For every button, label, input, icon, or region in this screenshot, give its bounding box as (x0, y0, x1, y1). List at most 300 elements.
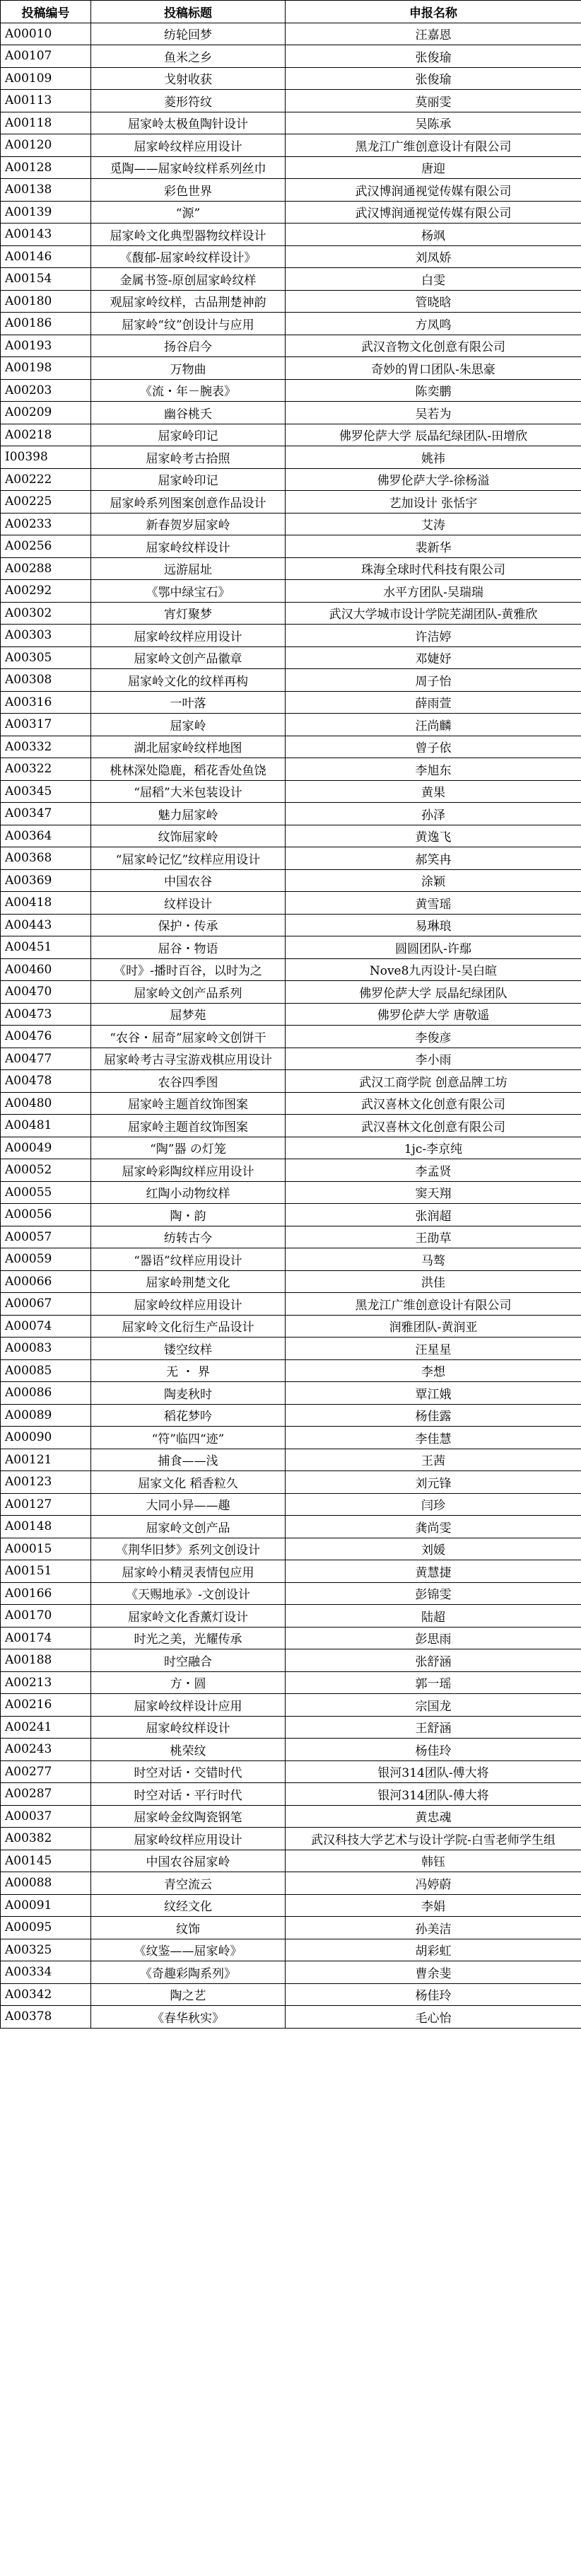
submission-title-cell: 屈家岭彩陶纹样应用设计 (91, 1159, 286, 1182)
applicant-name-cell: 武汉科技大学艺术与设计学院-白雪老师学生组 (286, 1828, 581, 1850)
submission-id-cell: A00138 (1, 179, 91, 202)
table-row (1, 224, 581, 246)
applicant-name-cell: 王茜 (286, 1449, 581, 1471)
submission-title-cell: 屈家岭系列图案创意作品设计 (91, 491, 286, 514)
table-row (1, 1293, 581, 1316)
table-row (1, 847, 581, 870)
applicant-name-cell: 裴新华 (286, 535, 581, 558)
submission-id-cell: A00121 (1, 1449, 91, 1471)
submission-id-cell: A00225 (1, 491, 91, 514)
submission-id-cell: I00398 (1, 446, 91, 469)
submission-id-cell: A00089 (1, 1404, 91, 1427)
table-row (1, 1471, 581, 1494)
applicant-name-cell: 曾子依 (286, 736, 581, 758)
submission-title-cell: 青空流云 (91, 1872, 286, 1895)
applicant-name-cell: 汪星星 (286, 1338, 581, 1360)
table-row (1, 1226, 581, 1248)
applicant-name-cell: 黄雪瑶 (286, 892, 581, 915)
submission-id-cell: A00256 (1, 535, 91, 558)
submission-title-cell: 屈家岭印记 (91, 424, 286, 446)
submission-title-cell: “农谷・屈奇”屈家岭文创饼干 (91, 1026, 286, 1048)
table-row (1, 1493, 581, 1516)
applicant-name-cell: 周子怡 (286, 669, 581, 692)
submission-id-cell: A00052 (1, 1159, 91, 1182)
applicant-name-cell: 吴陈承 (286, 112, 581, 134)
table-row (1, 1181, 581, 1204)
submission-id-cell: A00180 (1, 290, 91, 313)
submission-id-cell: A00345 (1, 780, 91, 803)
submission-title-cell: 屈家岭考古寻宝游戏棋应用设计 (91, 1048, 286, 1070)
submission-title-cell: 万物曲 (91, 357, 286, 380)
submission-id-cell: A00067 (1, 1293, 91, 1316)
table-row (1, 1115, 581, 1137)
table-row (1, 1649, 581, 1672)
applicant-name-cell: 黑龙江广维创意设计有限公司 (286, 134, 581, 157)
submission-title-cell: 《奇趣彩陶系列》 (91, 1961, 286, 1984)
submission-id-cell: A00369 (1, 869, 91, 892)
applicant-name-cell: 黄忠魂 (286, 1805, 581, 1828)
applicant-name-cell: 1jc-李京纯 (286, 1137, 581, 1159)
submission-title-cell: “陶”器 の灯笼 (91, 1137, 286, 1159)
table-row (1, 357, 581, 380)
submission-title-cell: 农谷四季图 (91, 1070, 286, 1093)
table-row (1, 1427, 581, 1449)
table-row (1, 780, 581, 803)
submission-title-cell: 屈家岭主题首纹饰图案 (91, 1115, 286, 1137)
submission-id-cell: A00010 (1, 23, 91, 45)
table-row (1, 1694, 581, 1717)
table-row (1, 646, 581, 669)
submission-id-cell: A00303 (1, 625, 91, 647)
submission-id-cell: A00332 (1, 736, 91, 758)
submission-title-cell: 《天赐地承》-文创设计 (91, 1582, 286, 1605)
applicant-name-cell: 水平方团队-吴瑞瑞 (286, 580, 581, 603)
submission-title-cell: “源” (91, 201, 286, 224)
applicant-name-cell: 圆圆团队-许鄢 (286, 936, 581, 959)
submission-id-cell: A00174 (1, 1627, 91, 1649)
submission-id-cell: A00277 (1, 1760, 91, 1783)
submission-title-cell: 魅力屈家岭 (91, 803, 286, 825)
submission-title-cell: 幽谷桃夭 (91, 402, 286, 424)
table-row (1, 1404, 581, 1427)
applicant-name-cell: 刘媛 (286, 1538, 581, 1560)
submission-title-cell: 宵灯聚梦 (91, 602, 286, 625)
submission-title-cell: 屈家岭文化香薰灯设计 (91, 1605, 286, 1628)
table-row (1, 513, 581, 535)
table-row (1, 23, 581, 45)
table-row (1, 1805, 581, 1828)
submission-title-cell: “器语”纹样应用设计 (91, 1248, 286, 1271)
applicant-name-cell: 薛雨萱 (286, 691, 581, 714)
submission-title-cell: 稻花梦吟 (91, 1404, 286, 1427)
submission-id-cell: A00015 (1, 1538, 91, 1560)
submission-title-cell: 纹饰屈家岭 (91, 825, 286, 847)
table-row (1, 446, 581, 469)
submission-title-cell: 屈家岭小精灵表情包应用 (91, 1560, 286, 1583)
applicant-name-cell: 武汉音物文化创意有限公司 (286, 335, 581, 357)
submission-title-cell: 陶・韵 (91, 1204, 286, 1226)
applicant-name-cell: 王劭草 (286, 1226, 581, 1248)
submission-id-cell: A00170 (1, 1605, 91, 1628)
table-row (1, 869, 581, 892)
submission-title-cell: 屈家岭纹样应用设计 (91, 1293, 286, 1316)
submission-title-cell: 屈家岭考古拾照 (91, 446, 286, 469)
submission-title-cell: “屈家岭记忆”纹样应用设计 (91, 847, 286, 870)
submission-id-cell: A00222 (1, 468, 91, 491)
submission-id-cell: A00308 (1, 669, 91, 692)
submission-id-cell: A00139 (1, 201, 91, 224)
submission-title-cell: 屈家岭印记 (91, 468, 286, 491)
applicant-name-cell: 莫丽雯 (286, 90, 581, 112)
submission-id-cell: A00113 (1, 90, 91, 112)
applicant-name-cell: 武汉喜林文化创意有限公司 (286, 1115, 581, 1137)
submission-title-cell: 陶麦秋时 (91, 1382, 286, 1405)
applicant-name-cell: 黄逸飞 (286, 825, 581, 847)
table-row (1, 1092, 581, 1115)
applicant-name-cell: 毛心怡 (286, 2006, 581, 2029)
submission-id-cell: A00287 (1, 1783, 91, 1806)
applicant-name-cell: 张舒涵 (286, 1649, 581, 1672)
table-row (1, 625, 581, 647)
submission-title-cell: 屈家岭纹样应用设计 (91, 1828, 286, 1850)
submission-title-cell: 湖北屈家岭纹样地图 (91, 736, 286, 758)
applicant-name-cell: 刘凤娇 (286, 245, 581, 268)
submission-id-cell: A00478 (1, 1070, 91, 1093)
table-row (1, 825, 581, 847)
submission-title-cell: 扬谷启今 (91, 335, 286, 357)
submission-title-cell: 屈家岭太极鱼陶针设计 (91, 112, 286, 134)
table-row (1, 1137, 581, 1159)
submission-title-cell: 《馥郁-屈家岭纹样设计》 (91, 245, 286, 268)
applicant-name-cell: 李旭东 (286, 758, 581, 781)
submission-title-cell: 红陶小动物纹样 (91, 1181, 286, 1204)
submission-id-cell: A00128 (1, 156, 91, 179)
table-row (1, 1338, 581, 1360)
submission-title-cell: 无 ・ 界 (91, 1359, 286, 1382)
applicant-name-cell: 彭锦雯 (286, 1582, 581, 1605)
submission-id-cell: A00364 (1, 825, 91, 847)
submission-title-cell: 纹经文化 (91, 1894, 286, 1917)
applicant-name-cell: 陈奕鹏 (286, 379, 581, 402)
table-row (1, 981, 581, 1004)
submission-id-cell: A00107 (1, 45, 91, 68)
applicant-name-cell: 杨佳玲 (286, 1739, 581, 1761)
applicant-name-cell: 郝笑冉 (286, 847, 581, 870)
table-row (1, 90, 581, 112)
table-row (1, 1026, 581, 1048)
table-row (1, 491, 581, 514)
submission-id-cell: A00443 (1, 914, 91, 936)
applicant-name-cell: 银河314团队-傅大将 (286, 1783, 581, 1806)
table-row (1, 1961, 581, 1984)
table-row (1, 1270, 581, 1293)
table-row (1, 1850, 581, 1872)
table-row (1, 1783, 581, 1806)
applicant-name-cell: 洪佳 (286, 1270, 581, 1293)
submission-id-cell: A00317 (1, 714, 91, 736)
submission-id-cell: A00146 (1, 245, 91, 268)
submission-title-cell: 时空融合 (91, 1649, 286, 1672)
table-row (1, 1627, 581, 1649)
submission-title-cell: 屈梦苑 (91, 1003, 286, 1026)
table-row (1, 424, 581, 446)
submission-id-cell: A00451 (1, 936, 91, 959)
table-row (1, 803, 581, 825)
submission-title-cell: 菱形符纹 (91, 90, 286, 112)
applicant-name-cell: 郭一瑶 (286, 1671, 581, 1694)
table-row (1, 245, 581, 268)
submission-id-cell: A00203 (1, 379, 91, 402)
applicant-name-cell: 闫珍 (286, 1493, 581, 1516)
table-row (1, 736, 581, 758)
table-row (1, 1760, 581, 1783)
applicant-name-cell: 姚祎 (286, 446, 581, 469)
applicant-name-cell: 宗国龙 (286, 1694, 581, 1717)
applicant-name-cell: 曹余斐 (286, 1961, 581, 1984)
submission-title-cell: 纺轮回梦 (91, 23, 286, 45)
table-row (1, 936, 581, 959)
table-row (1, 669, 581, 692)
applicant-name-cell: 陆超 (286, 1605, 581, 1628)
table-row (1, 67, 581, 90)
submission-title-cell: 屈谷・物语 (91, 936, 286, 959)
submission-title-cell: “符”临四“迹” (91, 1427, 286, 1449)
submission-id-cell: A00037 (1, 1805, 91, 1828)
submission-id-cell: A00151 (1, 1560, 91, 1583)
applicant-name-cell: 王舒涵 (286, 1716, 581, 1739)
submission-id-cell: A00086 (1, 1382, 91, 1405)
applicant-name-cell: 佛罗伦萨大学 辰晶纪绿团队-田增欣 (286, 424, 581, 446)
applicant-name-cell: 龚尚雯 (286, 1516, 581, 1538)
table-row (1, 201, 581, 224)
applicant-name-cell: 珠海全球时代科技有限公司 (286, 557, 581, 580)
applicant-name-cell: 奇妙的胃口团队-朱思豪 (286, 357, 581, 380)
submission-title-cell: 大同小异——趣 (91, 1493, 286, 1516)
submission-id-cell: A00216 (1, 1694, 91, 1717)
applicant-name-cell: 佛罗伦萨大学-徐杨溢 (286, 468, 581, 491)
table-row (1, 1449, 581, 1471)
submission-id-cell: A00198 (1, 357, 91, 380)
submission-id-cell: A00148 (1, 1516, 91, 1538)
applicant-name-cell: 黑龙江广维创意设计有限公司 (286, 1293, 581, 1316)
submission-title-cell: 屈家岭荆楚文化 (91, 1270, 286, 1293)
table-row (1, 1872, 581, 1895)
submission-id-cell: A00218 (1, 424, 91, 446)
applicant-name-cell: 冯婷蔚 (286, 1872, 581, 1895)
submission-id-cell: A00109 (1, 67, 91, 90)
applicant-name-cell: 杨佳玲 (286, 1983, 581, 2006)
submission-id-cell: A00378 (1, 2006, 91, 2029)
table-row (1, 1560, 581, 1583)
table-row (1, 1582, 581, 1605)
table-row (1, 557, 581, 580)
submission-title-cell: 屈家岭纹样设计 (91, 535, 286, 558)
submission-title-cell: 捕食——浅 (91, 1449, 286, 1471)
submission-title-cell: 金属书签-原创屈家岭纹样 (91, 268, 286, 291)
table-row (1, 602, 581, 625)
applicant-name-cell: 武汉工商学院 创意品牌工坊 (286, 1070, 581, 1093)
submission-title-cell: 屈家岭纹样设计应用 (91, 1694, 286, 1717)
applicant-name-cell: 艺加设计 张恬宇 (286, 491, 581, 514)
table-row (1, 2006, 581, 2029)
submission-title-cell: 戈射收获 (91, 67, 286, 90)
applicant-name-cell: 张俊瑜 (286, 45, 581, 68)
applicant-name-cell: 武汉博润通视觉传媒有限公司 (286, 201, 581, 224)
submission-title-cell: 时空对话・平行时代 (91, 1783, 286, 1806)
submission-id-cell: A00288 (1, 557, 91, 580)
submission-id-cell: A00209 (1, 402, 91, 424)
submission-title-cell: 屈家岭纹样应用设计 (91, 625, 286, 647)
submission-title-cell: 《荆华旧梦》系列文创设计 (91, 1538, 286, 1560)
submission-id-cell: A00049 (1, 1137, 91, 1159)
submission-title-cell: 新春贺岁屈家岭 (91, 513, 286, 535)
submission-title-cell: 屈家岭文创产品徽章 (91, 646, 286, 669)
submission-id-cell: A00083 (1, 1338, 91, 1360)
submission-id-cell: A00368 (1, 847, 91, 870)
table-row (1, 1605, 581, 1628)
submission-title-cell: 屈家岭纹样设计 (91, 1716, 286, 1739)
applicant-name-cell: 武汉大学城市设计学院芜湖团队-黄雅欣 (286, 602, 581, 625)
applicant-name-cell: 孙泽 (286, 803, 581, 825)
table-row (1, 402, 581, 424)
submission-id-cell: A00481 (1, 1115, 91, 1137)
applicant-name-cell: 覃江娥 (286, 1382, 581, 1405)
submission-id-cell: A00382 (1, 1828, 91, 1850)
applicant-name-cell: 许洁婷 (286, 625, 581, 647)
submission-id-cell: A00055 (1, 1181, 91, 1204)
submission-title-cell: “屈稻”大米包装设计 (91, 780, 286, 803)
applicant-name-cell: 李孟贤 (286, 1159, 581, 1182)
submission-title-cell: 《春华秋实》 (91, 2006, 286, 2029)
applicant-name-cell: 银河314团队-傅大将 (286, 1760, 581, 1783)
applicant-name-cell: 孙美洁 (286, 1917, 581, 1939)
submission-title-cell: 屈家岭文化典型器物纹样设计 (91, 224, 286, 246)
table-row (1, 1939, 581, 1961)
submission-id-cell: A00476 (1, 1026, 91, 1048)
submission-title-cell: 桃林深处隐鹿，稻花香处鱼饶 (91, 758, 286, 781)
submission-id-cell: A00090 (1, 1427, 91, 1449)
applicant-name-cell: 胡彩虹 (286, 1939, 581, 1961)
submission-id-cell: A00418 (1, 892, 91, 915)
table-row (1, 268, 581, 291)
applicant-name-cell: 佛罗伦萨大学 唐敬遥 (286, 1003, 581, 1026)
submission-id-cell: A00186 (1, 313, 91, 335)
submission-title-cell: 屈家岭纹样应用设计 (91, 134, 286, 157)
applicant-name-cell: 易琳琅 (286, 914, 581, 936)
submission-title-cell: 桃荣纹 (91, 1739, 286, 1761)
applicant-name-cell: 韩钰 (286, 1850, 581, 1872)
submission-title-cell: 中国农谷 (91, 869, 286, 892)
submission-title-cell: 纹样设计 (91, 892, 286, 915)
table-row (1, 134, 581, 157)
submission-title-cell: 方・圆 (91, 1671, 286, 1694)
submission-id-cell: A00118 (1, 112, 91, 134)
submission-id-cell: A00460 (1, 958, 91, 981)
table-row (1, 156, 581, 179)
submission-title-cell: 屈家岭主题首纹饰图案 (91, 1092, 286, 1115)
submission-id-cell: A00322 (1, 758, 91, 781)
table-row (1, 1538, 581, 1560)
submission-title-cell: 纺转古今 (91, 1226, 286, 1248)
submission-id-cell: A00085 (1, 1359, 91, 1382)
table-row (1, 1248, 581, 1271)
submission-id-cell: A00074 (1, 1315, 91, 1338)
table-row (1, 313, 581, 335)
submission-id-cell: A00123 (1, 1471, 91, 1494)
submission-title-cell: 陶之艺 (91, 1983, 286, 2006)
applicant-name-cell: 白雯 (286, 268, 581, 291)
table-row (1, 379, 581, 402)
applicant-name-cell: 汪嘉恩 (286, 23, 581, 45)
applicant-name-cell: 邓婕妤 (286, 646, 581, 669)
applicant-name-cell: 李小雨 (286, 1048, 581, 1070)
table-row (1, 468, 581, 491)
table-row (1, 535, 581, 558)
submission-title-cell: 《纹鉴——屈家岭》 (91, 1939, 286, 1961)
submission-title-cell: 屈家岭 (91, 714, 286, 736)
applicant-name-cell: Nove8九丙设计-吴白暄 (286, 958, 581, 981)
submission-title-cell: 观屈家岭纹样，古品荆楚神韵 (91, 290, 286, 313)
table-row (1, 1048, 581, 1070)
table-row (1, 714, 581, 736)
table-row (1, 1828, 581, 1850)
submission-title-cell: 屈家岭文化衍生产品设计 (91, 1315, 286, 1338)
header-submission-title: 投稿标题 (91, 1, 286, 23)
table-row (1, 290, 581, 313)
applicant-name-cell: 李想 (286, 1359, 581, 1382)
table-row (1, 1917, 581, 1939)
submission-id-cell: A00127 (1, 1493, 91, 1516)
applicant-name-cell: 武汉喜林文化创意有限公司 (286, 1092, 581, 1115)
applicant-name-cell: 方凤鸣 (286, 313, 581, 335)
table-row (1, 45, 581, 68)
table-row (1, 179, 581, 202)
table-row (1, 1315, 581, 1338)
submission-id-cell: A00193 (1, 335, 91, 357)
applicant-name-cell: 唐迎 (286, 156, 581, 179)
applicant-name-cell: 黄慧捷 (286, 1560, 581, 1583)
submission-title-cell: 《鄂中绿宝石》 (91, 580, 286, 603)
submission-title-cell: 时空对话・交错时代 (91, 1760, 286, 1783)
table-row (1, 335, 581, 357)
table-row (1, 1159, 581, 1182)
table-row (1, 1204, 581, 1226)
applicant-name-cell: 彭思雨 (286, 1627, 581, 1649)
submission-id-cell: A00088 (1, 1872, 91, 1895)
applicant-name-cell: 吴若为 (286, 402, 581, 424)
submission-id-cell: A00095 (1, 1917, 91, 1939)
submission-title-cell: 屈家岭文化的纹样再构 (91, 669, 286, 692)
submission-id-cell: A00120 (1, 134, 91, 157)
submission-title-cell: 保护・传承 (91, 914, 286, 936)
submission-title-cell: 屈家岭“纹”创设计与应用 (91, 313, 286, 335)
table-row (1, 892, 581, 915)
submission-title-cell: 中国农谷屈家岭 (91, 1850, 286, 1872)
table-row (1, 1516, 581, 1538)
table-row (1, 1003, 581, 1026)
table-row (1, 1716, 581, 1739)
header-applicant-name: 申报名称 (286, 1, 581, 23)
submission-id-cell: A00342 (1, 1983, 91, 2006)
table-row (1, 1070, 581, 1093)
applicant-name-cell: 佛罗伦萨大学 辰晶纪绿团队 (286, 981, 581, 1004)
submission-title-cell: 屈家岭金纹陶瓷钢笔 (91, 1805, 286, 1828)
submission-id-cell: A00059 (1, 1248, 91, 1271)
submission-title-cell: 时光之美，光耀传承 (91, 1627, 286, 1649)
submission-title-cell: 远游屈址 (91, 557, 286, 580)
table-row (1, 691, 581, 714)
submission-id-cell: A00241 (1, 1716, 91, 1739)
